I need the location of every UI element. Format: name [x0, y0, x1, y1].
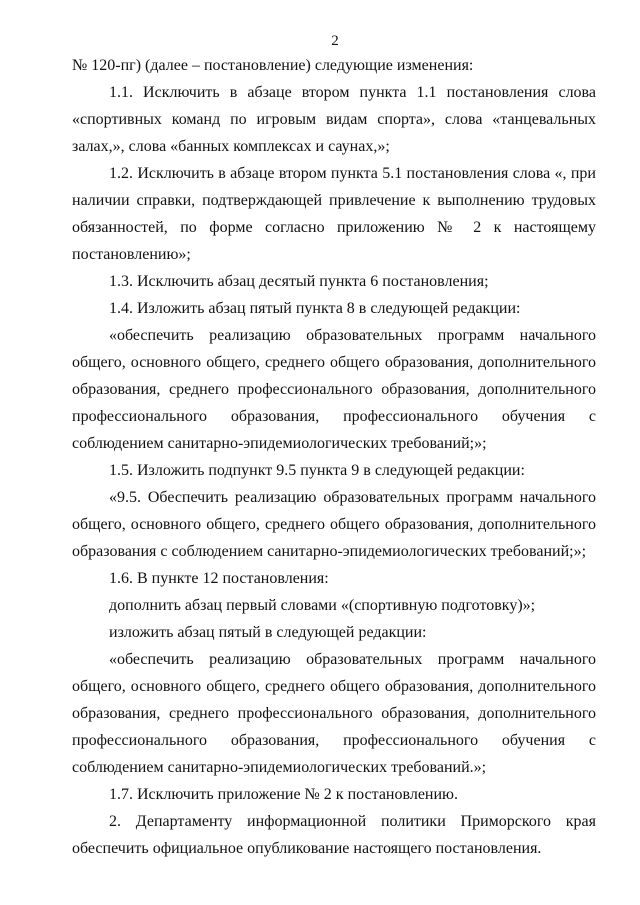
- paragraph-1-6-b: изложить абзац пятый в следующей редакции:: [109, 624, 427, 641]
- paragraph-2: 2. Департаменту информационной политики Приморского края обеспечить официальное опубликование настоящего постановления.: [72, 813, 596, 857]
- paragraph-quote-9-5: «9.5. Обеспечить реализацию образовательных программ начального общего, основного общего, среднего общего образования, дополнительного образования с соблюдением санитарно-эпидемиологических требований;»;: [72, 489, 596, 560]
- paragraph-1-6-a: дополнить абзац первый словами «(спортивную подготовку)»;: [109, 597, 536, 614]
- page-number: 2: [331, 33, 339, 49]
- paragraph-1-6: 1.6. В пункте 12 постановления:: [109, 570, 329, 587]
- paragraph-1-7: 1.7. Исключить приложение № 2 к постановлению.: [109, 786, 458, 803]
- paragraph-intro: № 120-пг) (далее – постановление) следующие изменения:: [72, 57, 474, 74]
- paragraph-quote-8: «обеспечить реализацию образовательных программ начального общего, основного общего, среднего общего образования, дополнительного образования, среднего профессионального образования, дополнительного профессионального образования, профессионального обучения с соблюдением санитарно-эпидемиологических требований;»;: [72, 327, 596, 452]
- paragraph-1-4: 1.4. Изложить абзац пятый пункта 8 в следующей редакции:: [109, 300, 521, 317]
- paragraph-quote-12: «обеспечить реализацию образовательных программ начального общего, основного общего, среднего общего образования, дополнительного образования, среднего профессионального образования, дополнительного профессионального образования, профессионального обучения с соблюдением санитарно-эпидемиологических требований.»;: [72, 651, 596, 776]
- paragraph-1-2: 1.2. Исключить в абзаце втором пункта 5.1 постановления слова «, при наличии справки, подтверждающей привлечение к выполнению трудовых обязанностей, по форме согласно приложению № 2 к настоящему постановлению»;: [72, 165, 596, 263]
- paragraph-1-5: 1.5. Изложить подпункт 9.5 пункта 9 в следующей редакции:: [109, 462, 525, 479]
- paragraph-1-3: 1.3. Исключить абзац десятый пункта 6 постановления;: [109, 273, 489, 290]
- paragraph-1-1: 1.1. Исключить в абзаце втором пункта 1.1 постановления слова «спортивных команд по игровым видам спорта», слова «танцевальных залах,», слова «банных комплексах и саунах,»;: [72, 84, 596, 155]
